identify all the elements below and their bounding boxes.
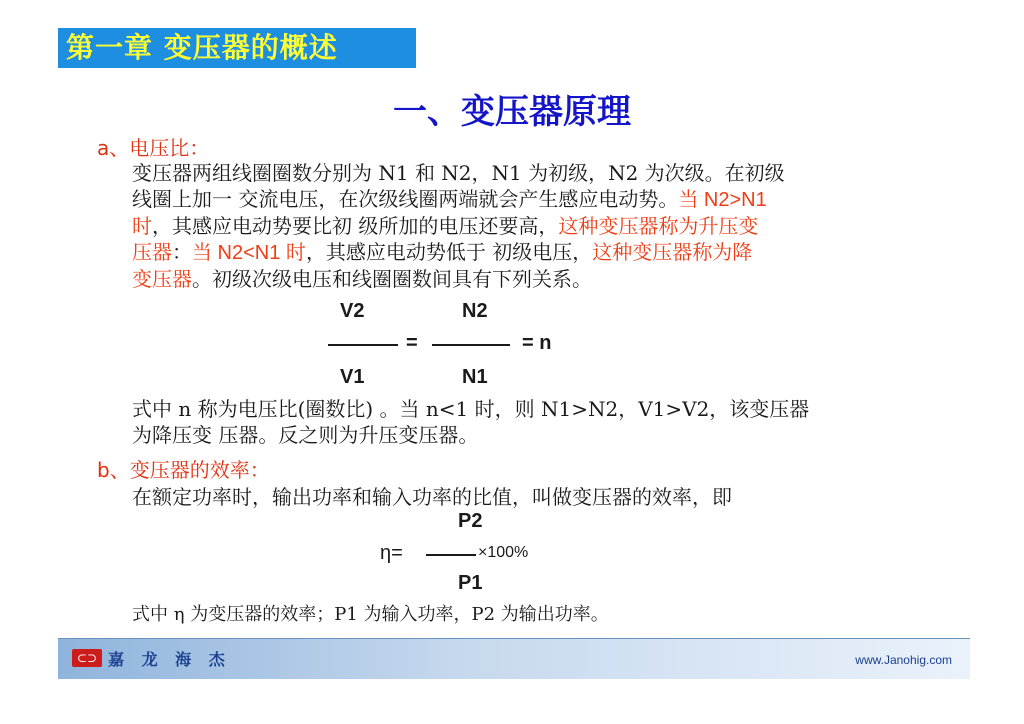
footer-bar [58, 638, 970, 679]
fraction-bar-right [432, 344, 510, 346]
section-b-note: 式中 η 为变压器的效率；P1 为输入功率，P2 为输出功率。 [132, 604, 609, 625]
formula-eta: η= [380, 542, 403, 564]
formula-times-100: ×100% [478, 544, 529, 561]
section-b-heading: b、变压器的效率： [97, 458, 270, 482]
formula-equals: = [406, 332, 418, 354]
formula-v1: V1 [340, 366, 365, 388]
formula-equals-n: = n [522, 332, 552, 354]
text-line: 线圈上加一 交流电压，在次级线圈两端就会产生感应电动势。当 N2>N1 [132, 187, 767, 211]
website-url: www.Janohig.com [855, 653, 952, 667]
section-a-heading: a、电压比： [97, 136, 210, 160]
text-line: 式中 n 称为电压比(圈数比) 。当 n<1 时，则 N1>N2，V1>V2，该变压器 [132, 397, 810, 421]
section-a-paragraph [132, 160, 942, 292]
text-line: 压器：当 N2<N1 时，其感应电动势低于 初级电压，这种变压器称为降 [132, 240, 753, 264]
text-line: 变压器两组线圈圈数分别为 N1 和 N2，N1 为初级，N2 为次级。在初级 [132, 161, 785, 185]
fraction-bar-efficiency [426, 554, 476, 556]
formula-n2: N2 [462, 300, 488, 322]
chapter-label: 第一章 变压器的概述 [58, 28, 416, 68]
section-a-note [132, 396, 942, 448]
text-line: 为降压变 压器。反之则为升压变压器。 [132, 423, 479, 447]
formula-v2: V2 [340, 300, 365, 322]
text-line: 变压器。初级次级电压和线圈圈数间具有下列关系。 [132, 267, 592, 291]
formula-p1: P1 [458, 572, 483, 594]
text-line: 时，其感应电动势要比初 级所加的电压还要高，这种变压器称为升压变 [132, 214, 759, 238]
formula-p2: P2 [458, 510, 483, 532]
brand-logo: 嘉 龙 海 杰 [108, 650, 231, 669]
page-title: 一、变压器原理 [393, 92, 631, 132]
fraction-bar-left [328, 344, 398, 346]
section-b-paragraph: 在额定功率时，输出功率和输入功率的比值，叫做变压器的效率，即 [132, 485, 732, 509]
formula-n1: N1 [462, 366, 488, 388]
logo-icon: ⊂⊃ [72, 649, 102, 667]
